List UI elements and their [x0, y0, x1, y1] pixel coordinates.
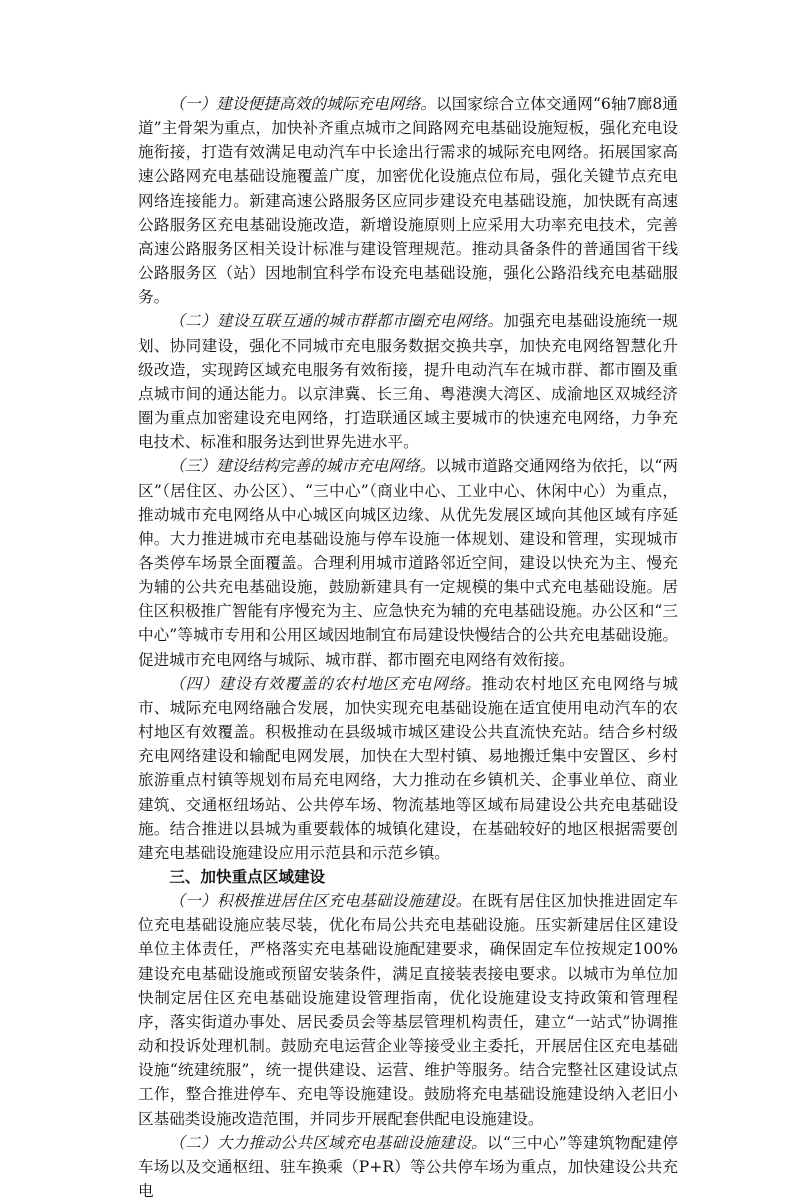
paragraph-text: 以“三中心”等建筑物配建停车场以及交通枢纽、驻车换乘（P+R）等公共停车场为重点，加快建设公共充电 [138, 1133, 679, 1201]
section-heading: 三、加快重点区域建设 [169, 868, 326, 886]
paragraph-text: 推动农村地区充电网络与城市、城际充电网络融合发展，加快实现充电基础设施在适宜使用电动汽车的农村地区有效覆盖。积极推动在县级城市城区建设公共直流快充站。结合乡村级充电网络建设和输配电网发展，加快在大型村镇、易地搬迁集中安置区、乡村旅游重点村镇等规划布局充电网络，大力推动在乡镇机关、企事业单位、商业建筑、交通枢纽场站、公共停车场、物流基地等区域布局建设公共充电基础设施。结合推进以县城为重要载体的城镇化建设，在基础较好的地区根据需要创建充电基础设施建设应用示范县和示范乡镇。 [138, 674, 678, 862]
subheading: （一）积极推进居住区充电基础设施建设。 [169, 892, 472, 911]
paragraph-residential [138, 889, 678, 1131]
paragraph-text: 以城市道路交通网络为依托，以“两区”（居住区、办公区）、“三中心”（商业中心、工业中心、休闲中心）为重点，推动城市充电网络从中心城区向城区边缘、从优先发展区域向其他区域有序延伸。大力推进城市充电基础设施与停车设施一体规划、建设和管理，实现城市各类停车场景全面覆盖。合理利用城市道路邻近空间，建设以快充为主、慢充为辅的公共充电基础设施，鼓励新建具有一定规模的集中式充电基础设施。居住区积极推广智能有序慢充为主、应急快充为辅的充电基础设施。办公区和“三中心”等城市专用和公用区域因地制宜布局建设快慢结合的公共充电基础设施。促进城市充电网络与城际、城市群、都市圈充电网络有效衔接。 [138, 457, 679, 669]
paragraph-intercity-network [138, 92, 678, 309]
paragraph-city-cluster-network [138, 309, 678, 454]
paragraph-public-area [138, 1131, 678, 1203]
subheading: （四）建设有效覆盖的农村地区充电网络。 [169, 674, 482, 693]
paragraph-text: 以国家综合立体交通网“6轴7廊8通道”主骨架为重点，加快补齐重点城市之间路网充电基础设施短板，强化充电设施衔接，打造有效满足电动汽车中长途出行需求的城际充电网络。拓展国家高速公路网充电基础设施覆盖广度，加密优化设施点位布局，强化关键节点充电网络连接能力。新建高速公路服务区应同步建设充电基础设施，加快既有高速公路服务区充电基础设施改造，新增设施原则上应采用大功率充电技术，完善高速公路服务区相关设计标准与建设管理规范。推动具备条件的普通国省干线公路服务区（站）因地制宜科学布设充电基础设施，强化公路沿线充电基础服务。 [138, 95, 678, 307]
subheading: （三）建设结构完善的城市充电网络。 [169, 457, 436, 476]
paragraph-text: 加强充电基础设施统一规划、协同建设，强化不同城市充电服务数据交换共享，加快充电网络智慧化升级改造，实现跨区域充电服务有效衔接，提升电动汽车在城市群、都市圈及重点城市间的通达能力。以京津冀、长三角、粤港澳大湾区、成渝地区双城经济圈为重点加密建设充电网络，打造联通区域主要城市的快速充电网络，力争充电技术、标准和服务达到世界先进水平。 [138, 312, 678, 452]
subheading: （二）大力推动公共区域充电基础设施建设。 [169, 1133, 487, 1152]
subheading: （二）建设互联互通的城市群都市圈充电网络。 [169, 312, 504, 331]
paragraph-rural-network [138, 672, 678, 865]
document-page [138, 92, 678, 1203]
paragraph-text: 在既有居住区加快推进固定车位充电基础设施应装尽装，优化布局公共充电基础设施。压实新建居住区建设单位主体责任，严格落实充电基础设施配建要求，确保固定车位按规定100%建设充电基础设施或预留安装条件，满足直接装表接电要求。以城市为单位加快制定居住区充电基础设施建设管理指南，优化设施建设支持政策和管理程序，落实街道办事处、居民委员会等基层管理机构责任，建立“一站式”协调推动和投诉处理机制。鼓励充电运营企业等接受业主委托，开展居住区充电基础设施“统建统服”，统一提供建设、运营、维护等服务。结合完整社区建设试点工作，整合推进停车、充电等设施建设。鼓励将充电基础设施建设纳入老旧小区基础类设施改造范围，并同步开展配套供配电设施建设。 [138, 892, 678, 1128]
paragraph-urban-network [138, 454, 678, 671]
subheading: （一）建设便捷高效的城际充电网络。 [169, 95, 437, 113]
